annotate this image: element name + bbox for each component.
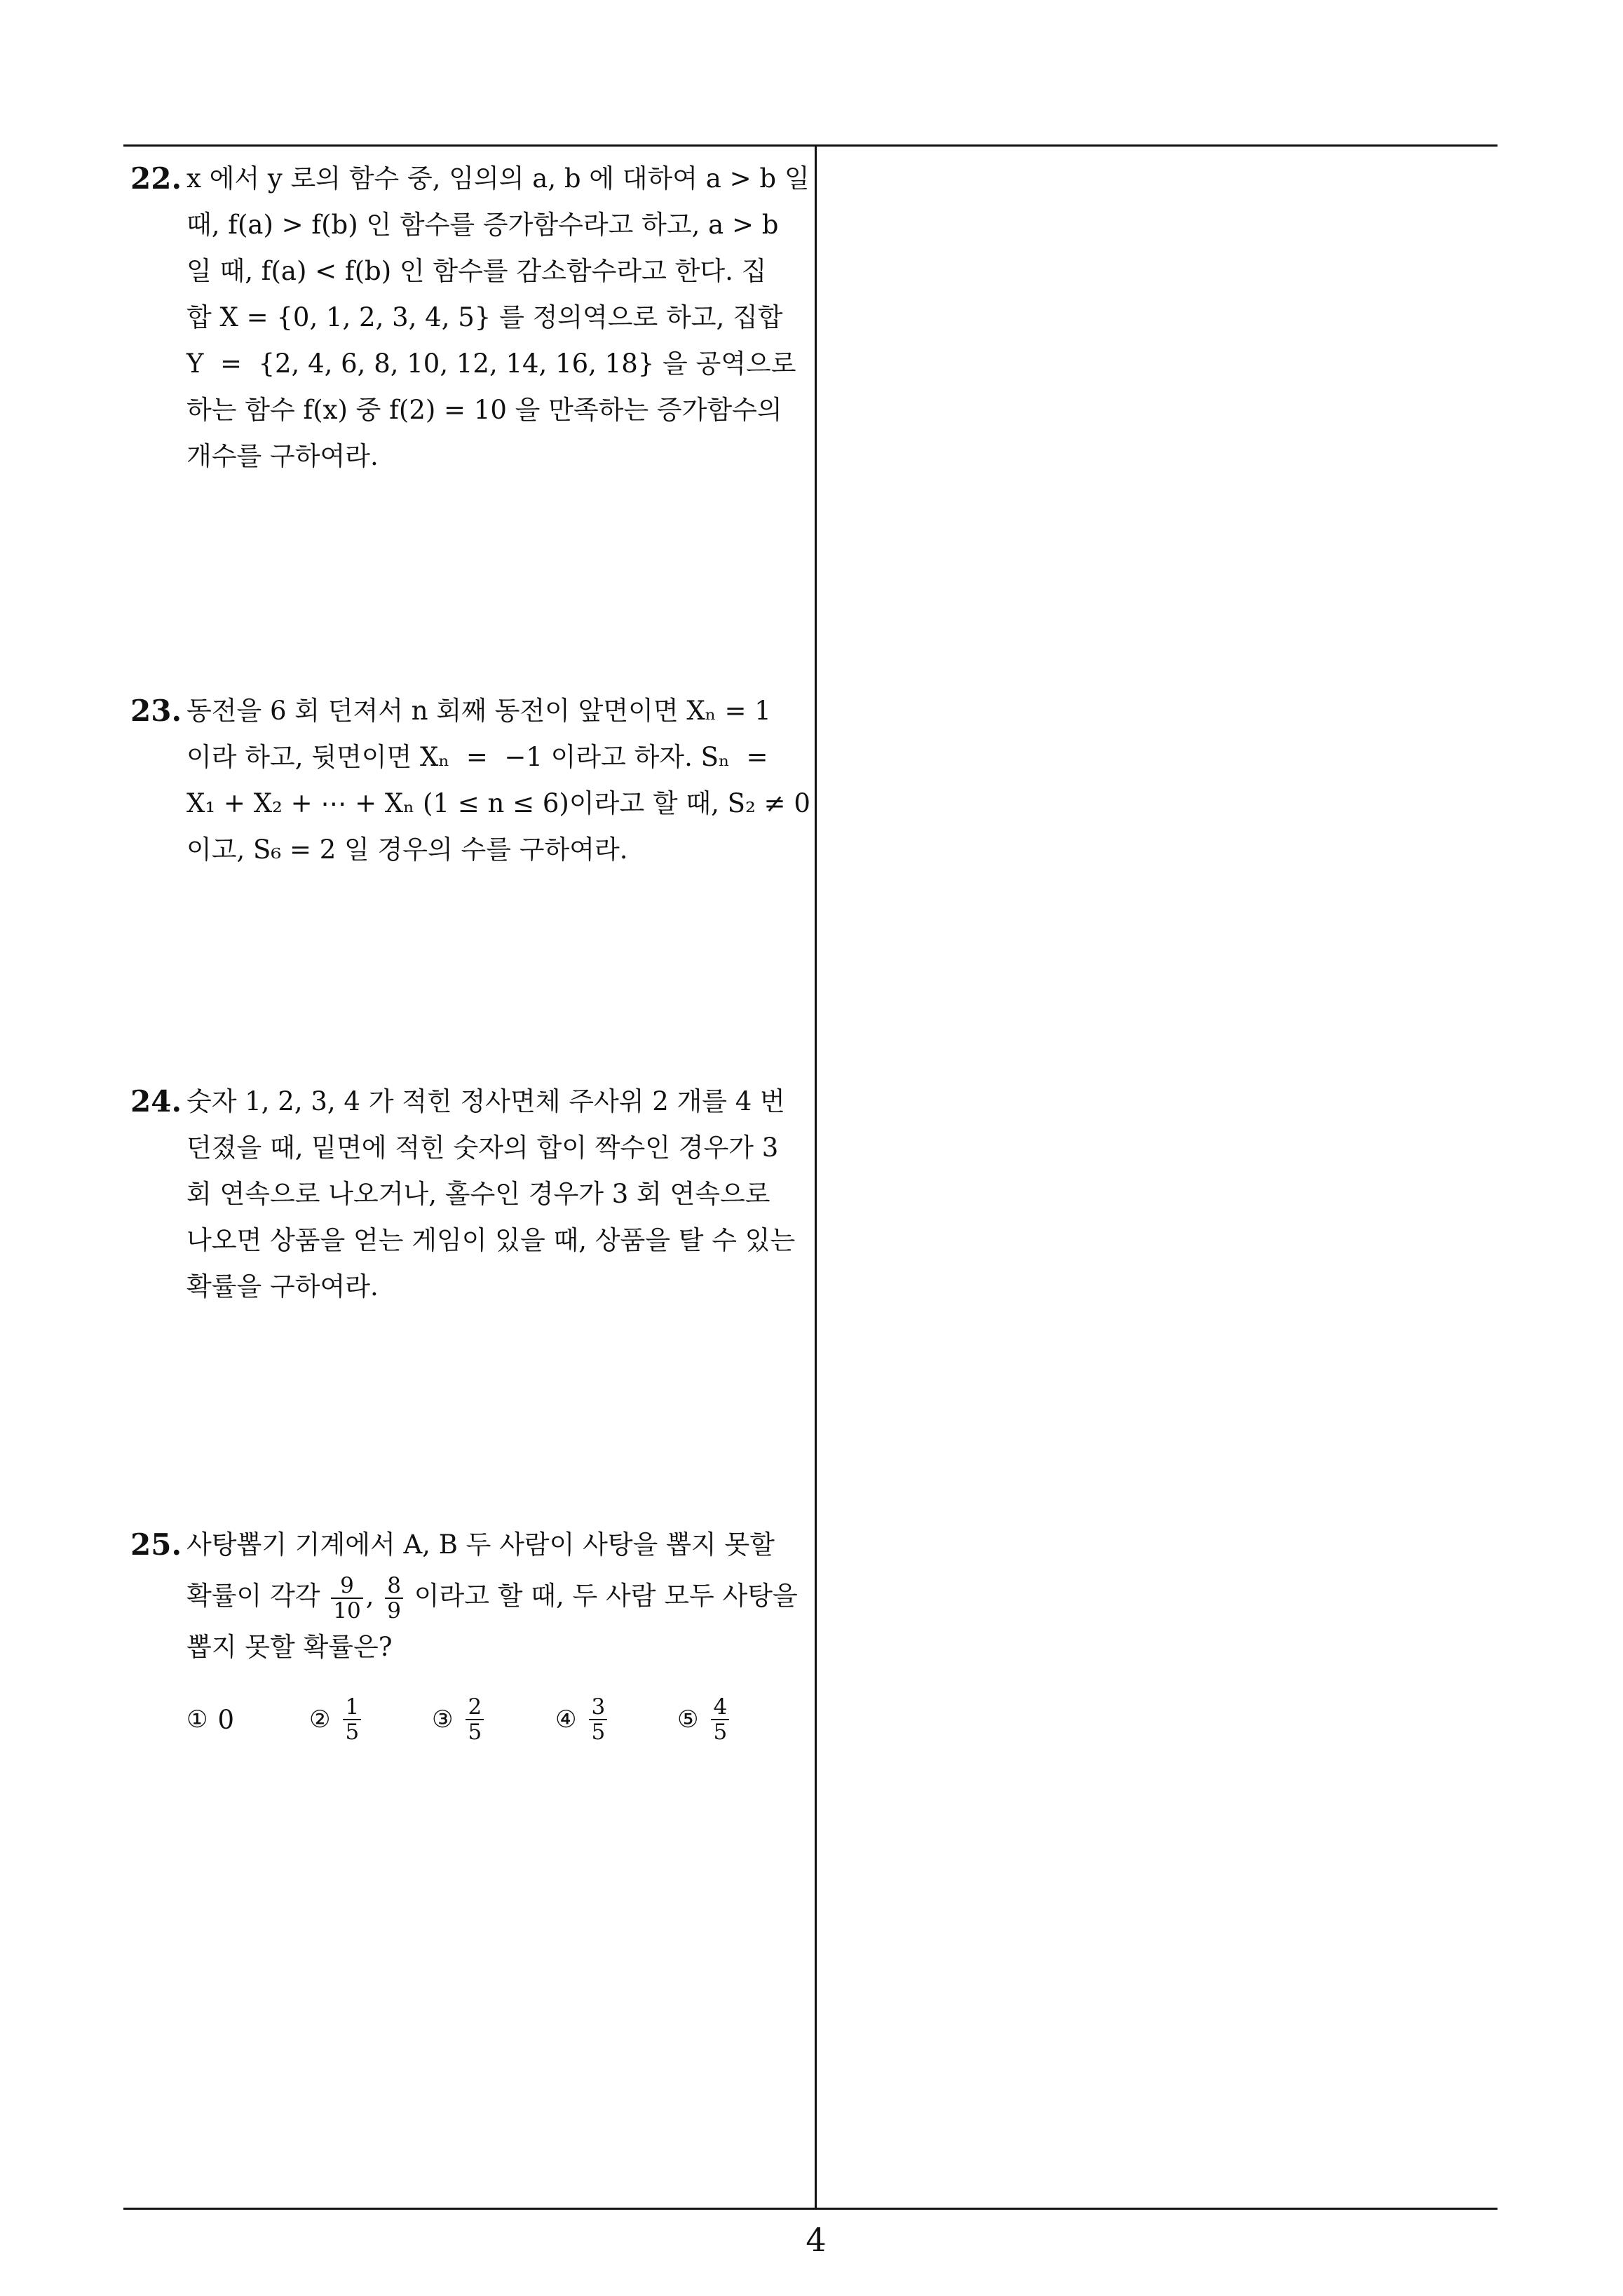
fraction-denominator: 5	[345, 1720, 360, 1745]
choice-marker: ③	[432, 1706, 454, 1734]
problem-text-line: 나오면 상품을 얻는 게임이 있을 때, 상품을 탈 수 있는	[186, 1225, 796, 1255]
problem-text-line: 이고, S₆ = 2 일 경우의 수를 구하여라.	[186, 835, 628, 865]
text-segment: 이라고 할 때, 두 사람 모두 사탕을	[414, 1581, 798, 1611]
problem-text-line: 회 연속으로 나오거나, 홀수인 경우가 3 회 연속으로	[186, 1179, 770, 1209]
problem-text-line: 일 때, f(a) < f(b) 인 함수를 감소함수라고 한다. 집	[186, 256, 767, 286]
problem-text-line: X₁ + X₂ + ⋯ + Xₙ (1 ≤ n ≤ 6)이라고 할 때, S₂ ≠ 0	[186, 788, 810, 818]
problem-text-line: x 에서 y 로의 함수 중, 임의의 a, b 에 대하여 a > b 일	[186, 163, 810, 194]
choice-fraction	[343, 1695, 361, 1744]
fraction-numerator: 3	[589, 1695, 607, 1720]
problem-text-line: 합 X = {0, 1, 2, 3, 4, 5} 를 정의역으로 하고, 집합	[186, 302, 783, 332]
fraction-numerator: 8	[385, 1574, 403, 1599]
fraction-denominator: 5	[591, 1720, 606, 1745]
fraction-denominator: 9	[387, 1598, 401, 1623]
choice-3[interactable]	[432, 1684, 487, 1755]
problem-text-line: 개수를 구하여라.	[186, 441, 379, 471]
fraction-numerator: 1	[343, 1695, 361, 1720]
choice-1[interactable]	[186, 1684, 234, 1755]
choice-marker: ②	[309, 1706, 331, 1734]
choice-marker: ①	[186, 1706, 208, 1734]
problem-text-line: 숫자 1, 2, 3, 4 가 적힌 정사면체 주사위 2 개를 4 번	[186, 1086, 785, 1116]
problem-text-line: 사탕뽑기 기계에서 A, B 두 사람이 사탕을 뽑지 못할	[186, 1529, 775, 1560]
choice-5[interactable]	[677, 1684, 732, 1755]
problem-text-line-with-fractions	[186, 1568, 798, 1624]
bottom-rule	[123, 2208, 1498, 2210]
fraction-a	[331, 1574, 362, 1623]
fraction-denominator: 10	[333, 1598, 361, 1623]
fraction-numerator: 4	[711, 1695, 729, 1720]
fraction-numerator: 9	[331, 1574, 362, 1599]
text-segment: ,	[365, 1581, 374, 1611]
problem-text-line: 뽑지 못할 확률은?	[186, 1632, 393, 1662]
problem-number: 23.	[130, 694, 182, 728]
top-rule	[123, 144, 1498, 147]
choice-marker: ⑤	[677, 1706, 699, 1734]
text-segment: 확률이 각각	[186, 1581, 320, 1611]
problem-text-line: 하는 함수 f(x) 중 f(2) = 10 을 만족하는 증가함수의	[186, 395, 782, 425]
problem-text-line: 이라 하고, 뒷면이면 Xₙ = −1 이라고 하자. Sₙ =	[186, 742, 768, 772]
fraction-denominator: 5	[713, 1720, 728, 1745]
choice-marker: ④	[555, 1706, 577, 1734]
problem-text-line: 던졌을 때, 밑면에 적힌 숫자의 합이 짝수인 경우가 3	[186, 1133, 779, 1163]
problem-text-line: 확률을 구하여라.	[186, 1271, 379, 1302]
choice-value: 0	[217, 1704, 235, 1735]
problem-text-line: Y = {2, 4, 6, 8, 10, 12, 14, 16, 18} 을 공역으로	[186, 349, 796, 379]
column-divider	[815, 144, 817, 2210]
fraction-denominator: 5	[468, 1720, 482, 1745]
choice-fraction	[711, 1695, 729, 1744]
problem-number: 25.	[130, 1527, 182, 1562]
choice-2[interactable]	[309, 1684, 364, 1755]
page-number: 4	[806, 2221, 827, 2259]
choice-fraction	[589, 1695, 607, 1744]
fraction-numerator: 2	[466, 1695, 484, 1720]
problem-text-line: 때, f(a) > f(b) 인 함수를 증가함수라고 하고, a > b	[186, 210, 779, 240]
problem-number: 22.	[130, 161, 182, 196]
choice-4[interactable]	[555, 1684, 610, 1755]
problem-text-line: 동전을 6 회 던져서 n 회째 동전이 앞면이면 Xₙ = 1	[186, 696, 771, 726]
problem-number: 24.	[130, 1084, 182, 1119]
fraction-b	[385, 1574, 403, 1623]
choice-fraction	[466, 1695, 484, 1744]
